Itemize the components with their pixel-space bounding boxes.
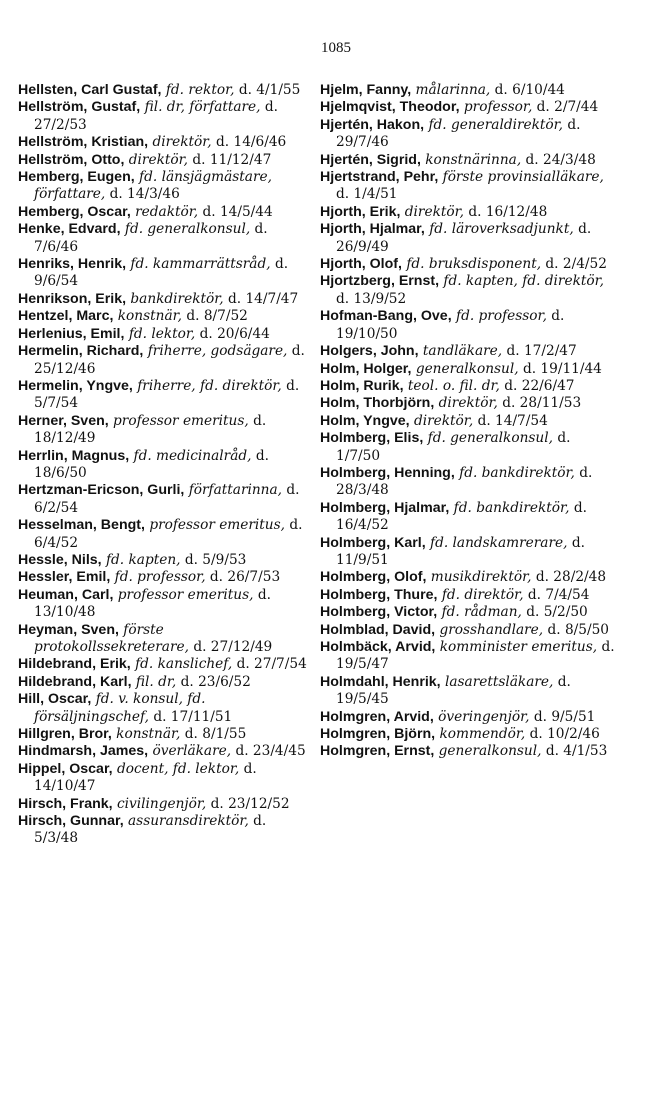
entry-name: Henke, Edvard, (18, 221, 121, 238)
entry-description: fd. direktör, (441, 586, 524, 603)
obituary-entry (18, 413, 308, 448)
obituary-entry (18, 256, 308, 291)
entry-name: Hjorth, Olof, (320, 256, 402, 273)
obituary-entry (320, 622, 618, 639)
entry-name: Holmberg, Karl, (320, 534, 426, 551)
entry-death-date: d. 25/12/46 (34, 343, 305, 377)
entry-name: Hillgren, Bror, (18, 726, 112, 743)
entry-death-date: d. 14/6/46 (216, 134, 287, 151)
entry-death-date: d. 29/7/46 (336, 116, 581, 151)
entry-name: Hellsten, Carl Gustaf, (18, 82, 162, 98)
entry-death-date: d. 9/6/54 (34, 256, 289, 290)
entry-name: Herlenius, Emil, (18, 325, 125, 342)
entry-name: Hjorth, Erik, (320, 203, 401, 220)
entry-death-date: d. 23/6/52 (180, 673, 251, 690)
obituary-entry (320, 221, 618, 256)
entry-description: redaktör, (135, 203, 199, 220)
entry-name: Hirsch, Gunnar, (18, 813, 124, 830)
entry-name: Hjelm, Fanny, (320, 82, 412, 98)
entry-name: Hesselman, Bengt, (18, 517, 145, 534)
entry-death-date: d. 26/9/49 (336, 221, 592, 255)
entry-name: Hessle, Nils, (18, 551, 102, 568)
entry-death-date: d. 19/5/45 (336, 673, 571, 708)
entry-name: Hippel, Oscar, (18, 760, 113, 777)
entry-death-date: d. 8/7/52 (186, 308, 248, 325)
obituary-entry (320, 587, 618, 604)
obituary-entry (320, 709, 618, 726)
entry-name: Hill, Oscar, (18, 691, 92, 708)
entry-description: direktör, (404, 203, 464, 220)
obituary-entry (320, 308, 618, 343)
left-column (18, 82, 308, 848)
entry-name: Hemberg, Eugen, (18, 169, 135, 186)
entry-death-date: d. 1/7/50 (336, 430, 571, 464)
obituary-entry (320, 569, 618, 586)
obituary-entry (18, 152, 308, 169)
obituary-entry (320, 743, 618, 760)
entry-description: författarinna, (188, 482, 283, 499)
obituary-entry (18, 326, 308, 343)
entry-death-date: d. 9/5/51 (533, 708, 596, 725)
entry-name: Holmbäck, Arvid, (320, 639, 436, 655)
entry-death-date: d. 23/4/45 (235, 743, 306, 760)
entry-description: friherre, godsägare, (147, 343, 288, 360)
entry-description: fd. generalkonsul, (427, 430, 553, 447)
entry-description: direktör, (438, 395, 498, 412)
entry-death-date: d. 4/1/53 (545, 743, 608, 760)
entry-description: professor emeritus, (117, 586, 254, 603)
entry-name: Holmberg, Elis, (320, 430, 424, 447)
entry-name: Holmblad, David, (320, 621, 436, 638)
obituary-entry (320, 535, 618, 570)
entry-description: överläkare, (152, 743, 232, 760)
obituary-entry (320, 82, 618, 99)
obituary-entry (18, 308, 308, 325)
obituary-entry (320, 169, 618, 204)
entry-name: Hjertstrand, Pehr, (320, 169, 439, 186)
entry-description: fd. kapten, fd. direktör, (443, 273, 604, 290)
entry-description: kommendör, (439, 726, 526, 743)
entry-death-date: d. 5/3/48 (34, 813, 267, 847)
entry-description: fd. bankdirektör, (453, 499, 570, 516)
entry-description: fd. bruksdisponent, (406, 256, 542, 273)
entry-death-date: d. 17/11/51 (153, 708, 233, 725)
entry-name: Holmberg, Henning, (320, 464, 455, 481)
entry-death-date: d. 26/7/53 (209, 569, 281, 586)
entry-name: Holm, Thorbjörn, (320, 395, 435, 412)
obituary-entry (18, 343, 308, 378)
obituary-entry (320, 674, 618, 709)
obituary-entry (18, 813, 308, 848)
entry-death-date: d. 2/4/52 (545, 256, 607, 273)
entry-description: konstnär, (116, 726, 181, 743)
obituary-entry (18, 674, 308, 691)
entry-description: direktör, (413, 412, 474, 429)
entry-description: överingenjör, (438, 708, 530, 725)
obituary-entry (18, 99, 308, 134)
obituary-entry (18, 134, 308, 151)
entry-death-date: d. 13/9/52 (336, 290, 407, 307)
entry-name: Holmberg, Hjalmar, (320, 499, 450, 516)
page-number: 1085 (321, 40, 351, 56)
entry-name: Hermelin, Richard, (18, 343, 144, 360)
obituary-entry (18, 552, 308, 569)
entry-name: Hildebrand, Erik, (18, 656, 131, 673)
entry-name: Holmberg, Olof, (320, 569, 427, 586)
obituary-entry (18, 291, 308, 308)
entry-death-date: d. 22/6/47 (504, 377, 575, 394)
obituary-entry (320, 604, 618, 621)
entry-death-date: d. 17/2/47 (506, 343, 577, 360)
entry-death-date: d. 14/7/54 (477, 412, 548, 429)
entry-name: Holmdahl, Henrik, (320, 673, 441, 690)
entry-death-date: d. 19/5/47 (336, 639, 615, 673)
entry-death-date: d. 8/5/50 (547, 621, 610, 638)
entry-name: Hindmarsh, James, (18, 743, 149, 760)
entry-name: Holmgren, Ernst, (320, 743, 435, 760)
entry-death-date: d. 2/7/44 (536, 99, 599, 116)
obituary-entry (18, 82, 308, 99)
entry-death-date: d. 14/3/46 (109, 186, 180, 203)
obituary-entry (320, 256, 618, 273)
obituary-entry (18, 482, 308, 517)
entry-name: Hjortzberg, Ernst, (320, 273, 440, 290)
entry-description: fd. v. konsul, fd. försäljningschef, (34, 691, 206, 725)
entry-description: fd. professor, (456, 308, 547, 325)
right-column (320, 82, 618, 761)
entry-description: komminister emeritus, (439, 639, 598, 655)
obituary-entry (320, 117, 618, 152)
entry-death-date: d. 27/2/53 (34, 99, 278, 133)
entry-death-date: d. 1/4/51 (336, 186, 398, 203)
obituary-entry (320, 152, 618, 169)
entry-name: Hellström, Otto, (18, 151, 125, 168)
entry-name: Hessler, Emil, (18, 569, 111, 586)
obituary-entry (320, 430, 618, 465)
entry-name: Hentzel, Marc, (18, 308, 114, 325)
obituary-entry (320, 395, 618, 412)
obituary-entry (18, 221, 308, 256)
entry-death-date: d. 28/11/53 (502, 395, 582, 412)
entry-death-date: d. 19/10/50 (336, 308, 565, 342)
entry-description: generalkonsul, (415, 360, 519, 377)
entry-description: fd. landskamrerare, (430, 534, 568, 551)
entry-description: fd. länsjägmästare, författare, (34, 169, 272, 203)
obituary-entry (18, 691, 308, 726)
entry-death-date: d. 14/10/47 (34, 760, 257, 795)
entry-death-date: d. 6/4/52 (34, 517, 303, 551)
entry-death-date: d. 18/12/49 (34, 412, 267, 447)
entry-death-date: d. 23/12/52 (210, 795, 290, 812)
entry-description: musikdirektör, (430, 569, 532, 586)
entry-description: fd. rådman, (441, 604, 522, 621)
entry-name: Hjertén, Sigrid, (320, 151, 421, 168)
entry-death-date: d. 18/6/50 (34, 447, 269, 481)
obituary-entry (18, 448, 308, 483)
entry-death-date: d. 4/1/55 (238, 82, 301, 98)
entry-description: målarinna, (415, 82, 491, 98)
entry-name: Holmberg, Victor, (320, 604, 438, 621)
obituary-entry (18, 743, 308, 760)
entry-name: Hjorth, Hjalmar, (320, 221, 425, 238)
obituary-entry (320, 500, 618, 535)
obituary-entry (320, 465, 618, 500)
entry-description: civilingenjör, (116, 795, 207, 812)
entry-description: konstnär, (117, 308, 183, 325)
entry-death-date: d. 11/9/51 (336, 534, 585, 568)
entry-description: förste protokollssekreterare, (34, 621, 189, 655)
entry-description: tandläkare, (422, 343, 503, 360)
entry-name: Herner, Sven, (18, 412, 109, 429)
entry-name: Holmgren, Björn, (320, 726, 436, 743)
entry-description: professor emeritus, (113, 412, 249, 429)
entry-description: bankdirektör, (130, 290, 224, 307)
entry-name: Henrikson, Erik, (18, 290, 127, 307)
entry-death-date: d. 10/2/46 (529, 726, 600, 743)
obituary-entry (320, 639, 618, 674)
entry-name: Holmberg, Thure, (320, 586, 438, 603)
entry-description: friherre, fd. direktör, (137, 377, 282, 394)
obituary-entry (320, 413, 618, 430)
entry-description: förste provinsialläkare, (442, 169, 604, 186)
obituary-entry (18, 656, 308, 673)
entry-name: Holgers, John, (320, 343, 419, 360)
entry-death-date: d. 5/2/50 (526, 604, 588, 621)
entry-description: generalkonsul, (438, 743, 542, 760)
obituary-entry (18, 169, 308, 204)
entry-name: Holm, Holger, (320, 360, 412, 377)
entry-death-date: d. 16/4/52 (336, 499, 587, 534)
entry-death-date: d. 14/7/47 (228, 290, 299, 307)
obituary-entry (18, 726, 308, 743)
entry-name: Herrlin, Magnus, (18, 447, 130, 464)
entry-description: direktör, (128, 151, 188, 168)
entry-description: professor emeritus, (149, 517, 285, 534)
entry-description: lasarettsläkare, (444, 673, 554, 690)
entry-description: fd. kammarrättsråd, (130, 256, 271, 273)
obituary-entry (18, 622, 308, 657)
entry-description: fd. generaldirektör, (428, 116, 564, 133)
entry-description: docent, fd. lektor, (116, 760, 240, 777)
entry-death-date: d. 27/7/54 (236, 656, 307, 673)
entry-death-date: d. 16/12/48 (468, 203, 548, 220)
entry-death-date: d. 24/3/48 (525, 151, 596, 168)
entry-name: Hildebrand, Karl, (18, 673, 132, 690)
entry-description: grosshandlare, (439, 621, 544, 638)
entry-description: fd. medicinalråd, (133, 447, 252, 464)
entry-death-date: d. 14/5/44 (202, 203, 273, 220)
obituary-entry (18, 761, 308, 796)
entry-death-date: d. 13/10/48 (34, 586, 271, 621)
entry-death-date: d. 28/2/48 (535, 569, 607, 586)
obituary-entry (320, 99, 618, 116)
obituary-entry (18, 587, 308, 622)
entry-death-date: d. 27/12/49 (193, 639, 273, 655)
entry-description: fil. dr, (135, 673, 177, 690)
entry-description: assuransdirektör, (128, 813, 249, 830)
entry-description: fd. rektor, (165, 82, 235, 98)
entry-name: Holm, Rurik, (320, 377, 404, 394)
obituary-entry (320, 378, 618, 395)
obituary-entry (18, 204, 308, 221)
entry-death-date: d. 8/1/55 (184, 726, 247, 743)
entry-death-date: d. 5/7/54 (34, 377, 300, 412)
entry-name: Hemberg, Oscar, (18, 203, 131, 220)
entry-description: teol. o. fil. dr, (407, 377, 500, 394)
obituary-entry (18, 796, 308, 813)
obituary-entry (320, 726, 618, 743)
entry-death-date: d. 7/4/54 (527, 586, 590, 603)
entry-description: fil. dr, författare, (144, 99, 261, 116)
entry-death-date: d. 6/2/54 (34, 482, 300, 516)
entry-death-date: d. 5/9/53 (184, 551, 247, 568)
entry-description: fd. professor, (114, 569, 206, 586)
entry-name: Holmgren, Arvid, (320, 708, 434, 725)
entry-description: professor, (463, 99, 533, 116)
obituary-entry (18, 517, 308, 552)
entry-name: Heyman, Sven, (18, 621, 119, 638)
entry-name: Heuman, Carl, (18, 586, 114, 603)
entry-description: fd. kanslichef, (135, 656, 233, 673)
entry-description: fd. bankdirektör, (459, 464, 575, 481)
entry-name: Hirsch, Frank, (18, 795, 113, 812)
entry-name: Hellström, Kristian, (18, 134, 149, 151)
entry-death-date: d. 28/3/48 (336, 464, 593, 499)
entry-death-date: d. 6/10/44 (494, 82, 565, 98)
entry-name: Henriks, Henrik, (18, 256, 127, 273)
entry-death-date: d. 20/6/44 (199, 325, 270, 342)
entry-name: Hofman-Bang, Ove, (320, 308, 452, 325)
entry-name: Hertzman-Ericson, Gurli, (18, 482, 185, 499)
entry-name: Holm, Yngve, (320, 412, 410, 429)
obituary-entry (18, 378, 308, 413)
entry-death-date: d. 11/12/47 (192, 151, 272, 168)
obituary-entry (18, 569, 308, 586)
entry-name: Hjertén, Hakon, (320, 116, 425, 133)
entry-description: fd. lektor, (128, 325, 196, 342)
entry-name: Hjelmqvist, Theodor, (320, 99, 460, 116)
entry-description: direktör, (152, 134, 212, 151)
entry-description: fd. generalkonsul, (124, 221, 251, 238)
entry-death-date: d. 7/6/46 (34, 221, 268, 255)
obituary-entry (320, 204, 618, 221)
entry-description: fd. läroverksadjunkt, (429, 221, 574, 238)
entry-death-date: d. 19/11/44 (522, 360, 602, 377)
entry-description: fd. kapten, (105, 551, 181, 568)
entry-name: Hermelin, Yngve, (18, 377, 133, 394)
entry-name: Hellström, Gustaf, (18, 99, 141, 116)
entry-description: konstnärinna, (425, 151, 522, 168)
obituary-entry (320, 343, 618, 360)
obituary-entry (320, 361, 618, 378)
obituary-entry (320, 273, 618, 308)
